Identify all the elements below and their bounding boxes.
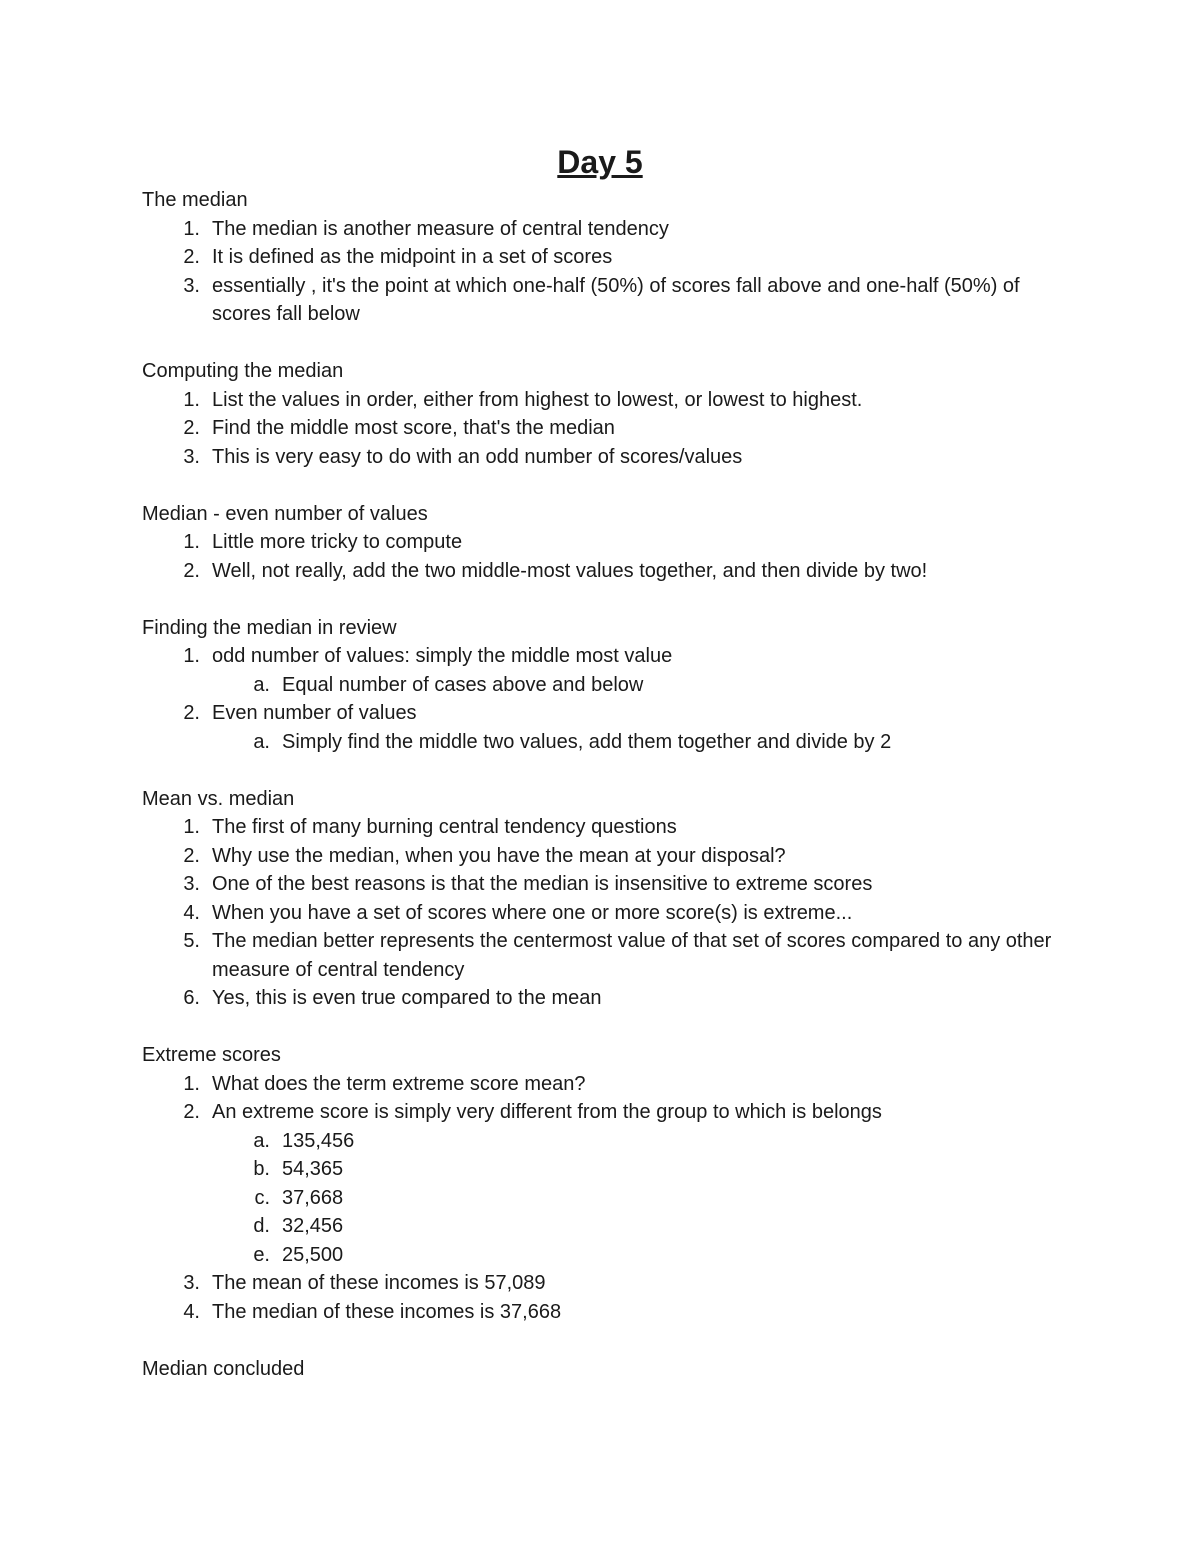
list-item-text: The median is another measure of central tendency [212, 217, 669, 240]
sub-list-item-text: Equal number of cases above and below [282, 673, 644, 696]
list-item [142, 1098, 1072, 1127]
sub-list-item-letter: a. [253, 1129, 270, 1152]
sub-list-item-letter: a. [253, 730, 270, 753]
list-item [142, 842, 1072, 871]
list-item-text: List the values in order, either from highest to lowest, or lowest to highest. [212, 388, 863, 411]
list-item-text: Even number of values [212, 702, 417, 724]
list-item-text: The first of many burning central tendency questions [212, 816, 677, 838]
list-item-number: 1. [183, 388, 200, 411]
section-heading: Computing the median [142, 360, 344, 382]
list-item-number: 1. [183, 531, 200, 553]
list-item-number: 4. [183, 1300, 200, 1323]
page-title: Day 5 [557, 144, 643, 180]
list-item-number: 6. [183, 987, 200, 1009]
list-item-text: An extreme score is simply very different from the group to which is belongs [212, 1101, 882, 1123]
sub-list-item [142, 1127, 1072, 1156]
list-item [142, 528, 1072, 557]
list-item-text: The mean of these incomes is 57,089 [212, 1272, 546, 1294]
list-item-text: Little more tricky to compute [212, 531, 463, 553]
list-item [142, 899, 1072, 928]
list-item [142, 1269, 1072, 1298]
list-item-text: The median of these incomes is 37,668 [212, 1300, 562, 1323]
section [142, 500, 1072, 586]
section-heading: Finding the median in review [142, 616, 397, 639]
sub-list-item-letter: b. [253, 1158, 270, 1180]
section [142, 186, 1072, 329]
list-item-text: This is very easy to do with an odd number of scores/values [212, 445, 743, 468]
list-item [142, 243, 1072, 272]
list-item [142, 1298, 1072, 1327]
list-item-number: 3. [183, 445, 200, 468]
section-heading: Median concluded [142, 1357, 305, 1380]
sub-list-item [142, 728, 1072, 757]
sub-list-item [142, 1155, 1072, 1184]
section [142, 614, 1072, 757]
sub-list-item [142, 1184, 1072, 1213]
sub-list-item-text: 135,456 [282, 1129, 355, 1152]
list-item-number: 1. [183, 1072, 200, 1095]
section-heading: Median - even number of values [142, 502, 428, 525]
list-item-text: Well, not really, add the two middle-most values together, and then divide by two! [212, 559, 928, 582]
sub-list-item [142, 1212, 1072, 1241]
document-body [142, 186, 1072, 1412]
list-item [142, 386, 1072, 415]
list-item [142, 927, 1072, 984]
list-item [142, 870, 1072, 899]
list-item-text: Why use the median, when you have the mean at your disposal? [212, 844, 786, 867]
list-item-number: 1. [183, 217, 200, 240]
sub-list-item-letter: d. [253, 1215, 270, 1237]
sub-list-item-text: 32,456 [282, 1215, 344, 1237]
list-item [142, 1070, 1072, 1099]
section-heading: Extreme scores [142, 1044, 281, 1066]
list-item-number: 2. [183, 417, 200, 439]
list-item [142, 557, 1072, 586]
sub-list-item-letter: c. [254, 1186, 270, 1209]
list-item-text: The median better represents the centermost value of that set of scores compared to any other measure of central tendency [212, 930, 1052, 981]
list-item-text: When you have a set of scores where one or more score(s) is extreme... [212, 901, 853, 924]
list-item-text: essentially , it's the point at which one-half (50%) of scores fall above and one-half (50%) of scores fall below [212, 274, 1020, 325]
list-item [142, 443, 1072, 472]
list-item-text: Find the middle most score, that's the median [212, 417, 615, 439]
list-item-number: 1. [183, 645, 200, 667]
list-item-text: What does the term extreme score mean? [212, 1072, 586, 1095]
list-item [142, 699, 1072, 728]
list-item-number: 3. [183, 1272, 200, 1294]
list-item-number: 5. [183, 930, 200, 952]
sub-list-item-letter: e. [253, 1243, 270, 1266]
list-item [142, 813, 1072, 842]
list-item [142, 984, 1072, 1013]
list-item-number: 1. [183, 816, 200, 838]
sub-list-item-text: Simply find the middle two values, add them together and divide by 2 [282, 730, 892, 753]
list-item-number: 2. [183, 844, 200, 867]
list-item-text: It is defined as the midpoint in a set of scores [212, 246, 613, 268]
section-heading: The median [142, 189, 248, 211]
list-item-text: odd number of values: simply the middle most value [212, 645, 673, 667]
list-item-number: 2. [183, 246, 200, 268]
sub-list-item [142, 1241, 1072, 1270]
list-item-number: 2. [183, 1101, 200, 1123]
list-item-number: 2. [183, 702, 200, 724]
list-item-number: 2. [183, 559, 200, 582]
sub-list-item [142, 671, 1072, 700]
list-item-number: 4. [183, 901, 200, 924]
list-item [142, 642, 1072, 671]
section [142, 1355, 1072, 1384]
list-item [142, 215, 1072, 244]
section [142, 785, 1072, 1013]
list-item-text: One of the best reasons is that the median is insensitive to extreme scores [212, 873, 873, 895]
list-item-number: 3. [183, 274, 200, 297]
list-item-text: Yes, this is even true compared to the mean [212, 987, 602, 1009]
sub-list-item-text: 25,500 [282, 1243, 344, 1266]
section [142, 357, 1072, 471]
list-item-number: 3. [183, 873, 200, 895]
sub-list-item-text: 54,365 [282, 1158, 344, 1180]
list-item [142, 414, 1072, 443]
section [142, 1041, 1072, 1326]
sub-list-item-letter: a. [253, 673, 270, 696]
section-heading: Mean vs. median [142, 787, 295, 810]
list-item [142, 272, 1072, 329]
sub-list-item-text: 37,668 [282, 1186, 344, 1209]
